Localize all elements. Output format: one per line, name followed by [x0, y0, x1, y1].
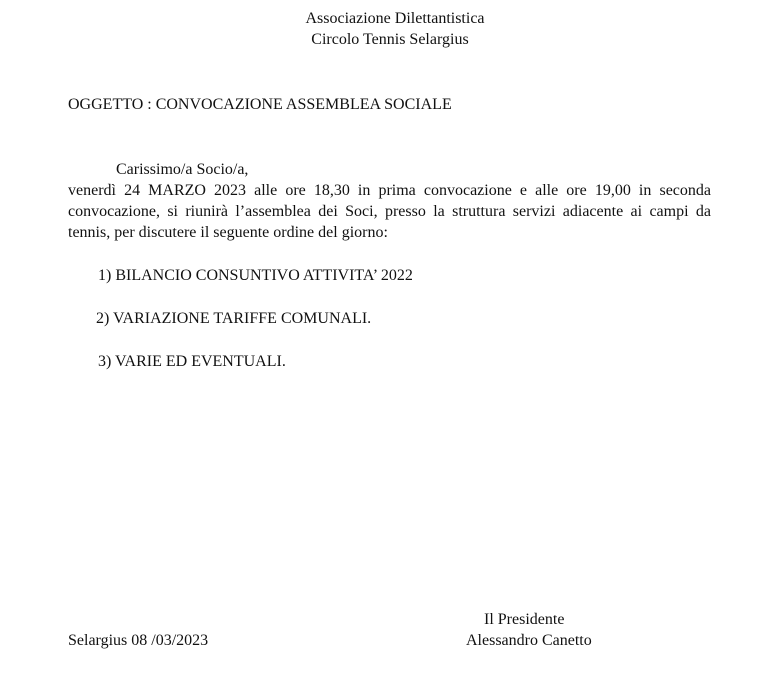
club-name: Circolo Tennis Selargius — [311, 31, 469, 48]
agenda-item: 2) VARIAZIONE TARIFFE COMUNALI. — [96, 310, 372, 327]
salutation: Carissimo/a Socio/a, — [116, 161, 249, 178]
signature-title: Il Presidente — [484, 611, 565, 628]
letter-body: venerdì 24 MARZO 2023 alle ore 18,30 in prima convocazione e alle ore 19,00 in seconda convocazione, si riunirà l’assemblea dei Soci, presso la struttura servizi adiacente ai campi da tennis, per discutere il seguente ordine del giorno: — [68, 182, 711, 241]
place-date: Selargius 08 /03/2023 — [68, 632, 209, 649]
signature-name: Alessandro Canetto — [466, 632, 592, 649]
agenda-item: 1) BILANCIO CONSUNTIVO ATTIVITA’ 2022 — [98, 267, 413, 284]
association-name: Associazione Dilettantistica — [305, 10, 485, 27]
agenda-item: 3) VARIE ED EVENTUALI. — [98, 353, 286, 370]
letter-subject: OGGETTO : CONVOCAZIONE ASSEMBLEA SOCIALE — [68, 96, 452, 113]
